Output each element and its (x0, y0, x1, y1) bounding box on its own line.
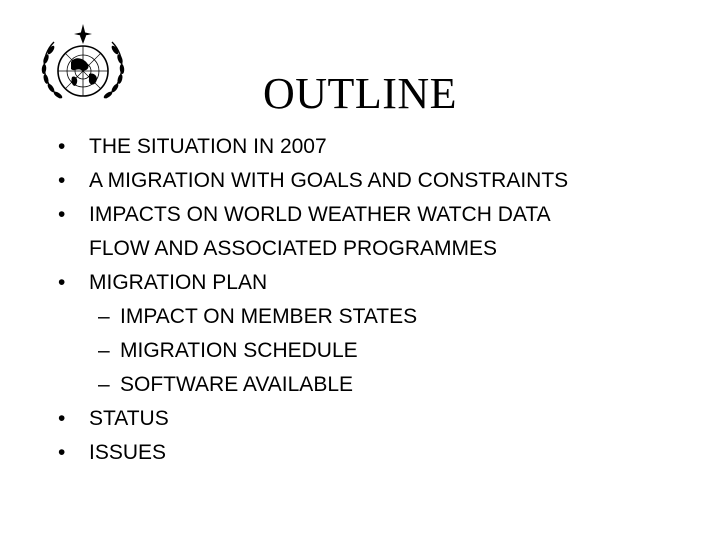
list-item (58, 436, 698, 470)
sub-list-item (58, 368, 698, 402)
list-item-text: ISSUES (89, 441, 167, 464)
sub-list-item (58, 300, 698, 334)
sub-list-item (58, 334, 698, 368)
bullet-icon: • (58, 169, 66, 192)
dash-bullet-icon: – (98, 305, 110, 328)
list-item-text: A MIGRATION WITH GOALS AND CONSTRAINTS (89, 169, 569, 192)
list-item-text-continued: FLOW AND ASSOCIATED PROGRAMMES (89, 237, 498, 260)
dash-bullet-icon: – (98, 373, 110, 396)
wmo-emblem-icon (34, 22, 132, 108)
list-item (58, 130, 698, 164)
list-item (58, 164, 698, 198)
bullet-icon: • (58, 407, 66, 430)
slide-title: OUTLINE (262, 69, 458, 118)
list-item-text: IMPACTS ON WORLD WEATHER WATCH DATA (89, 203, 551, 226)
list-item (58, 402, 698, 436)
sub-list-item-text: IMPACT ON MEMBER STATES (120, 305, 418, 328)
sub-list-item-text: MIGRATION SCHEDULE (120, 339, 358, 362)
sub-list-item-text: SOFTWARE AVAILABLE (120, 373, 354, 396)
bullet-icon: • (58, 271, 66, 294)
bullet-icon: • (58, 441, 66, 464)
list-item (58, 198, 698, 266)
bullet-icon: • (58, 135, 66, 158)
outline-list (58, 130, 698, 470)
bullet-icon: • (58, 203, 66, 226)
list-item (58, 266, 698, 300)
list-item-text: STATUS (89, 407, 169, 430)
dash-bullet-icon: – (98, 339, 110, 362)
list-item-text: MIGRATION PLAN (89, 271, 268, 294)
list-item-text: THE SITUATION IN 2007 (89, 135, 327, 158)
